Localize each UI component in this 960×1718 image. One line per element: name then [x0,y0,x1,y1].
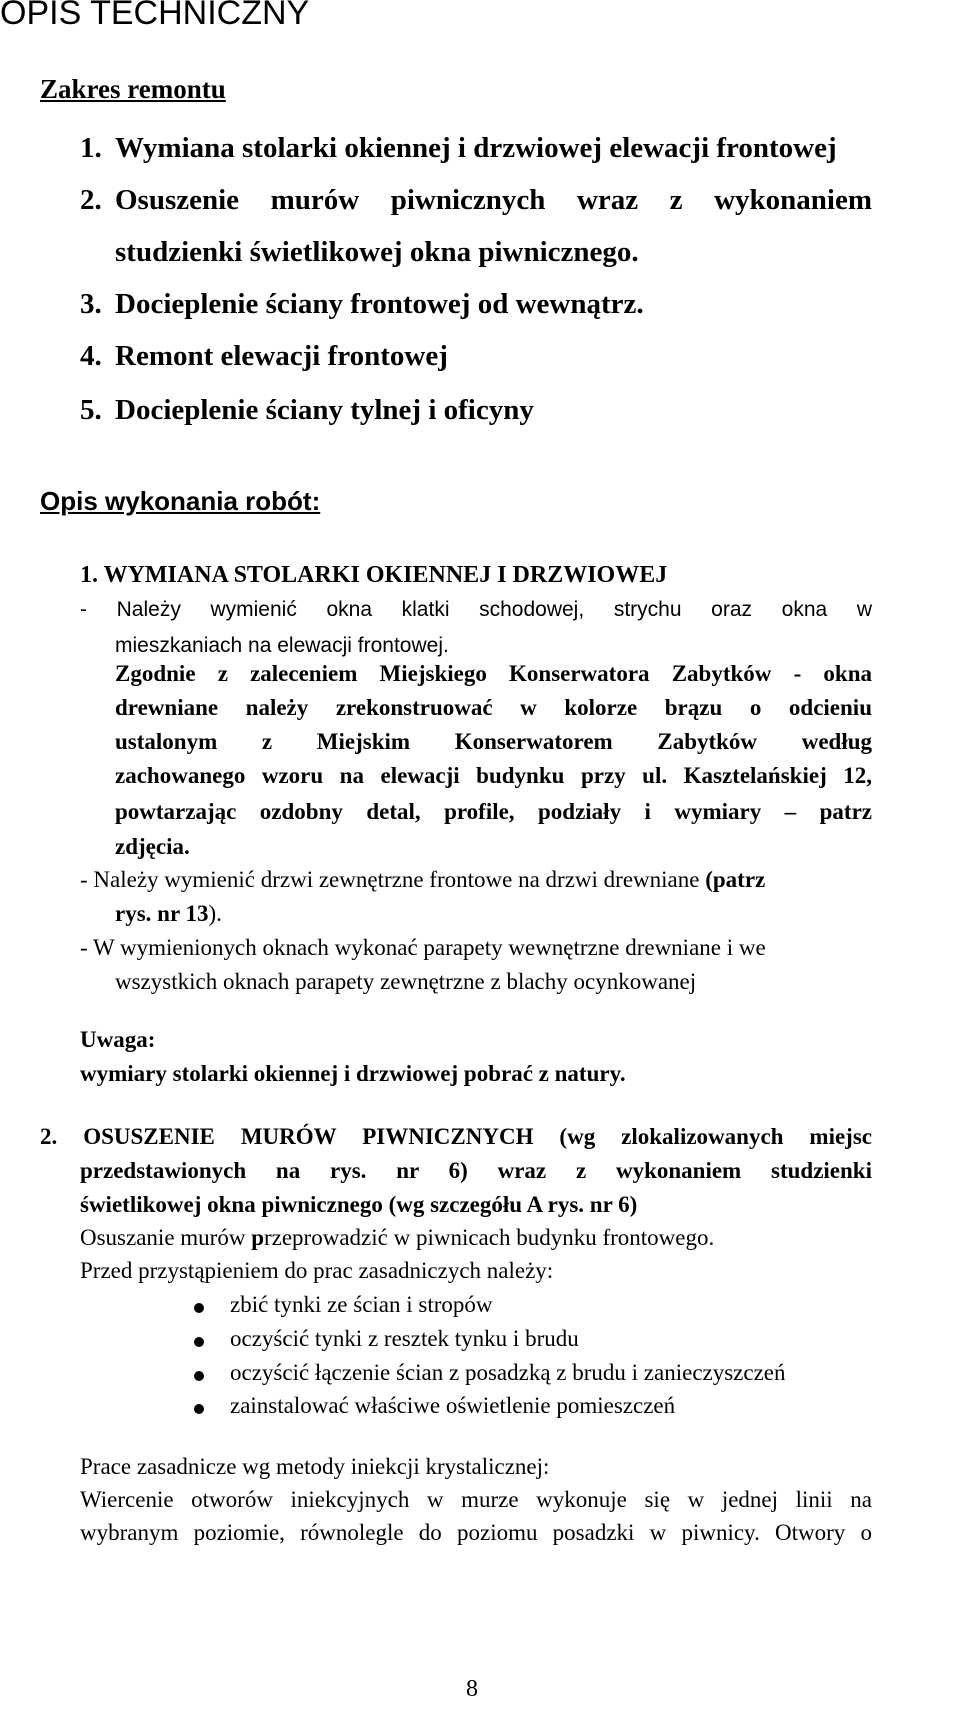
conservator-note-line-4: zachowanego wzoru na elewacji budynku przy ul. Kasztelańskiej 12, [115,763,872,788]
scope-item-text: Wymiana stolarki okiennej i drzwiowej elewacji frontowej [115,132,837,164]
section-1-para-3-line-2: wszystkich oknach parapety zewnętrzne z blachy ocynkowanej [115,969,697,994]
method-heading: Opis wykonania robót: [40,486,321,516]
section-2-drilling-line-1: Wiercenie otworów iniekcyjnych w murze wykonuje się w jednej linii na [80,1487,872,1512]
door-replacement-text: - Należy wymienić drzwi zewnętrzne frontowe na drzwi drewniane [80,867,700,892]
bullet-text: oczyścić tynki z resztek tynku i brudu [230,1326,579,1351]
scope-item-4 [80,340,448,373]
bullet-icon [194,1404,204,1414]
scope-item-number: 2. [80,184,102,216]
scope-item-text: Remont elewacji frontowej [115,340,448,372]
conservator-note-line-2: drewniane należy zrekonstruować w kolorze brązu o odcieniu [115,695,872,720]
scope-item-number: 4. [80,340,102,372]
note-text: wymiary stolarki okiennej i drzwiowej pobrać z natury. [80,1061,626,1086]
section-2-heading-line-1: 2. OSUSZENIE MURÓW PIWNICZNYCH (wg zlokalizowanych miejsc [40,1124,872,1149]
bullet-text: zbić tynki ze ścian i stropów [230,1292,493,1317]
section-1-para-2-line-1 [80,867,765,893]
section-2-heading-line-3: świetlikowej okna piwnicznego (wg szczegółu A rys. nr 6) [80,1192,638,1217]
conservator-note-line-3: ustalonym z Miejskim Konserwatorem Zabytków według [115,729,872,754]
section-2-line-drainage [80,1225,714,1251]
document-title: OPIS TECHNICZNY [0,0,310,32]
section-2-line-prep: Przed przystąpieniem do prac zasadniczych należy: [80,1258,554,1283]
door-drawing-ref-tail: ). [208,901,222,926]
scope-item-text: Docieplenie ściany frontowej od wewnątrz. [115,288,644,320]
section-1-para-2-line-2 [115,901,222,927]
note-label: Uwaga: [80,1027,156,1052]
section-2-line-method: Prace zasadnicze wg metody iniekcji krystalicznej: [80,1454,550,1479]
scope-item-number: 5. [80,394,102,426]
bullet-icon [194,1371,204,1381]
conservator-note-line-1: Zgodnie z zaleceniem Miejskiego Konserwatora Zabytków - okna [115,661,872,686]
conservator-note-line-5: powtarzając ozdobny detal, profile, podziały i wymiary – patrz [115,799,872,824]
scope-item-5 [80,394,534,427]
scope-item-1 [80,132,837,165]
drainage-text-bold: p [251,1225,264,1250]
bullet-item [230,1360,786,1386]
scope-heading: Zakres remontu [40,74,226,104]
drainage-text-pre: Osuszanie murów [80,1225,252,1250]
scope-item-text: Docieplenie ściany tylnej i oficyny [115,394,534,426]
door-drawing-ref: rys. nr 13 [115,901,209,926]
scope-item-number: 3. [80,288,102,320]
door-replacement-ref: (patrz [705,867,766,892]
scope-item-number: 1. [80,132,102,164]
drainage-text-post: rzeprowadzić w piwnicach budynku frontowego. [263,1225,715,1250]
section-1-para-3-line-1: - W wymienionych oknach wykonać parapety wewnętrzne drewniane i we [80,935,766,960]
section-1-para-1-line-1: - Należy wymienić okna klatki schodowej, strychu oraz okna w [80,598,872,621]
bullet-icon [194,1303,204,1313]
scope-item-3 [80,288,644,321]
bullet-item [230,1326,579,1352]
bullet-text: oczyścić łączenie ścian z posadzką z brudu i zanieczyszczeń [230,1360,786,1385]
scope-item-2-line2: studzienki świetlikowej okna piwnicznego. [115,236,639,268]
bullet-item [230,1393,675,1419]
bullet-text: zainstalować właściwe oświetlenie pomieszczeń [230,1393,676,1418]
conservator-note-line-6: zdjęcia. [115,834,190,859]
section-1-para-1-line-2: mieszkaniach na elewacji frontowej. [115,634,449,657]
section-2-drilling-line-2: wybranym poziomie, równolegle do poziomu posadzki w piwnicy. Otwory o [80,1520,872,1545]
section-1-heading: 1. WYMIANA STOLARKI OKIENNEJ I DRZWIOWEJ [80,562,668,588]
bullet-item [230,1292,493,1318]
section-2-heading-line-2: przedstawionych na rys. nr 6) wraz z wykonaniem studzienki [80,1158,872,1183]
page-number: 8 [466,1676,478,1702]
scope-item-2-line1: Osuszenie murów piwnicznych wraz z wykonaniem [115,184,872,216]
bullet-icon [194,1337,204,1347]
scope-item-2 [80,184,102,217]
